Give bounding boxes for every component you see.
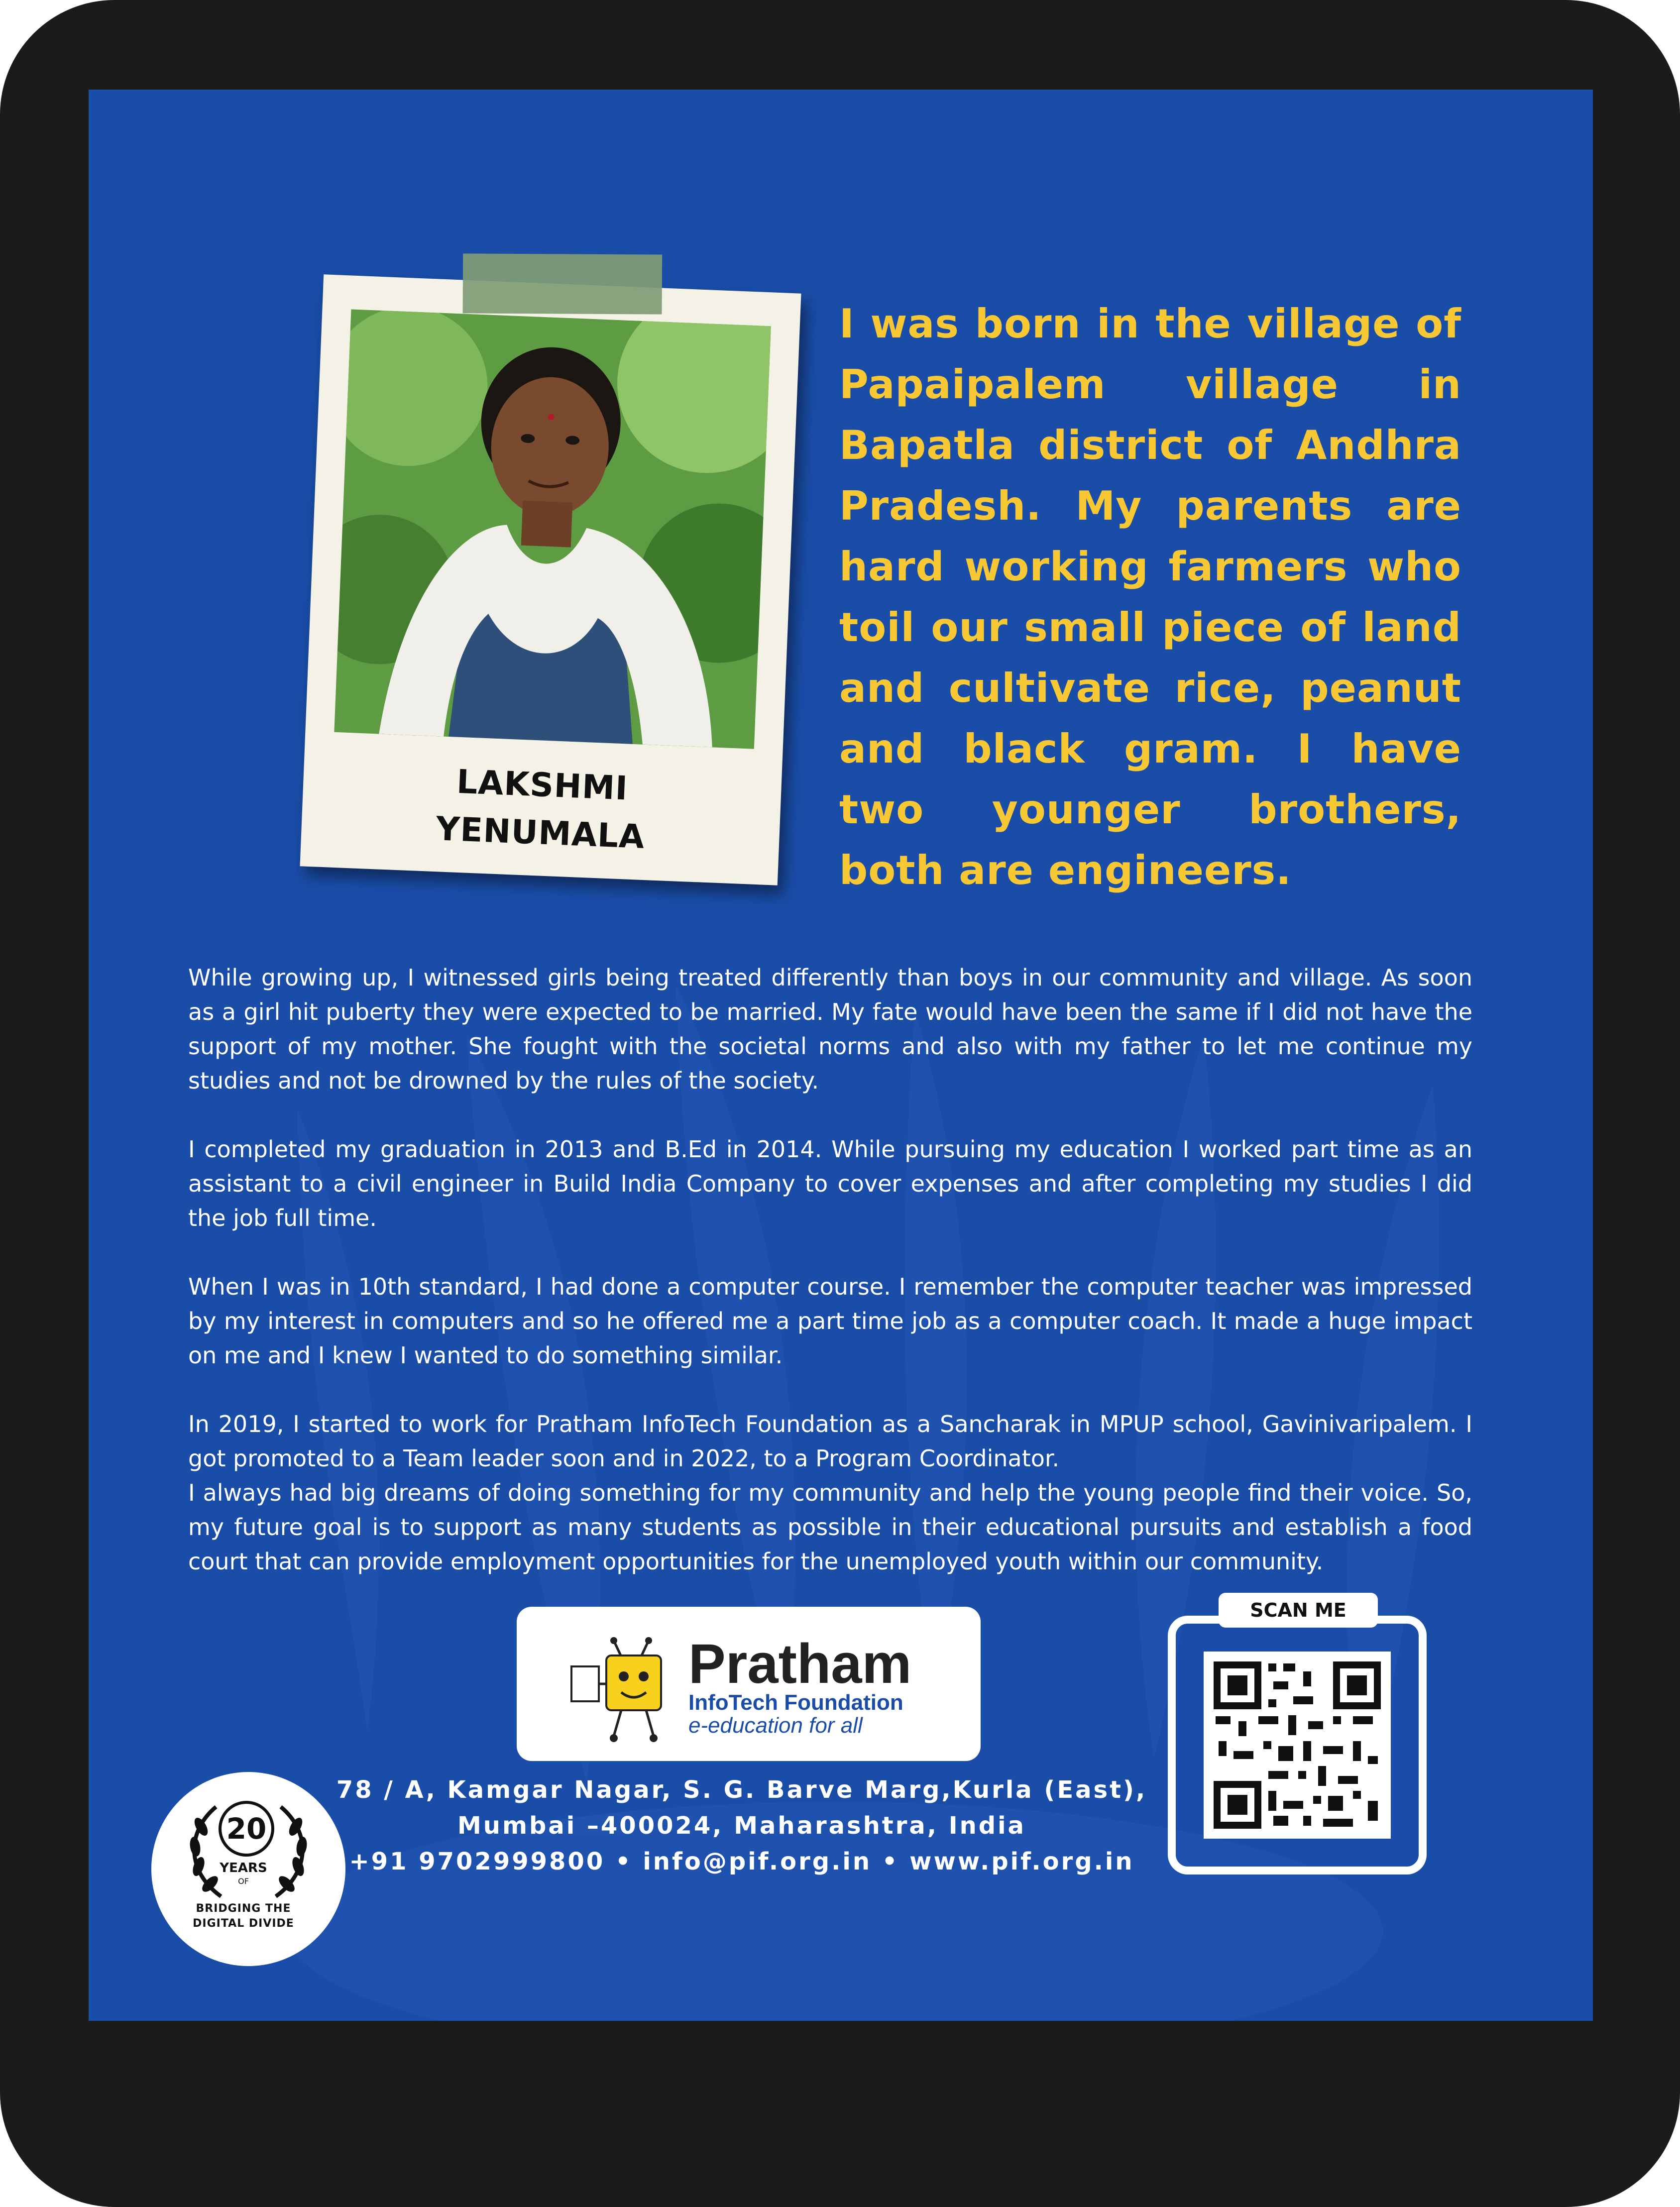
website-link[interactable]: www.pif.org.in <box>909 1848 1134 1876</box>
phone-number: +91 9702999800 <box>349 1848 605 1876</box>
badge-line-1: BRIDGING THE <box>196 1902 291 1915</box>
qr-code[interactable] <box>1204 1652 1391 1839</box>
story-paragraph: I always had big dreams of doing something for my community and help the young people find their voice. So, my future goal is to support as many students as possible in their educational pursuits and establish a food court that can provide employment opportunities for the unemployed youth within our community. <box>188 1479 1472 1575</box>
pratham-logo <box>517 1607 981 1761</box>
badge-years: YEARS <box>220 1861 267 1876</box>
logo-tagline: e-education for all <box>688 1713 863 1738</box>
separator: • <box>882 1848 899 1876</box>
person-last-name: YENUMALA <box>435 809 646 856</box>
contact-line <box>269 1844 1215 1879</box>
person-name <box>301 752 782 866</box>
logo-subtitle: InfoTech Foundation <box>688 1690 903 1715</box>
story-paragraph: I completed my graduation in 2013 and B.Ed in 2014. While pursuing my education I worked part time as an assistant to a civil engineer in Build India Company to cover expenses and after completing my studies I did the job full time. <box>188 1136 1472 1231</box>
person-first-name: LAKSHMI <box>455 762 629 808</box>
qr-label: SCAN ME <box>1219 1593 1378 1628</box>
address-line-1: 78 / A, Kamgar Nagar, S. G. Barve Marg,Kurla (East), <box>336 1776 1147 1804</box>
mascot-icon <box>566 1637 666 1746</box>
story-paragraph: While growing up, I witnessed girls being treated differently than boys in our community and village. As soon as a girl hit puberty they were expected to be married. My fate would have been the same if I did not have the support of my mother. She fought with the societal norms and also with my father to let me continue my studies and not be drowned by the rules of the society. <box>188 964 1472 1094</box>
intro-quote: I was born in the village of Papaipalem village in Bapatla district of Andhra Pradesh. My parents are hard working farmers who toil our small piece of land and cultivate rice, peanut and black gram. I have two younger brothers, both are engineers. <box>839 301 1461 893</box>
separator: • <box>615 1848 633 1876</box>
story-paragraph: When I was in 10th standard, I had done a computer course. I remember the computer teacher was impressed by my interest in computers and so he offered me a part time job as a computer coach. It made a huge impact on me and I knew I wanted to do something similar. <box>188 1273 1472 1369</box>
badge-line-2: DIGITAL DIVIDE <box>193 1917 294 1930</box>
story-paragraph: In 2019, I started to work for Pratham InfoTech Foundation as a Sancharak in MPUP school, Gavinivaripalem. I got promoted to a Team leader soon and in 2022, to a Program Coordinator. <box>188 1411 1472 1472</box>
qr-code-icon <box>1204 1652 1391 1839</box>
profile-photo <box>334 309 771 749</box>
logo-name: Pratham <box>688 1633 912 1695</box>
portrait-illustration <box>334 309 771 749</box>
profile-polaroid <box>300 274 801 885</box>
address-line-2: Mumbai –400024, Maharashtra, India <box>457 1812 1026 1840</box>
story-body <box>188 961 1472 1579</box>
badge-number: 20 <box>219 1801 274 1857</box>
contact-address <box>269 1772 1215 1879</box>
email-link[interactable]: info@pif.org.in <box>643 1848 872 1876</box>
badge-of: OF <box>238 1876 249 1886</box>
tape-strip <box>463 253 663 314</box>
